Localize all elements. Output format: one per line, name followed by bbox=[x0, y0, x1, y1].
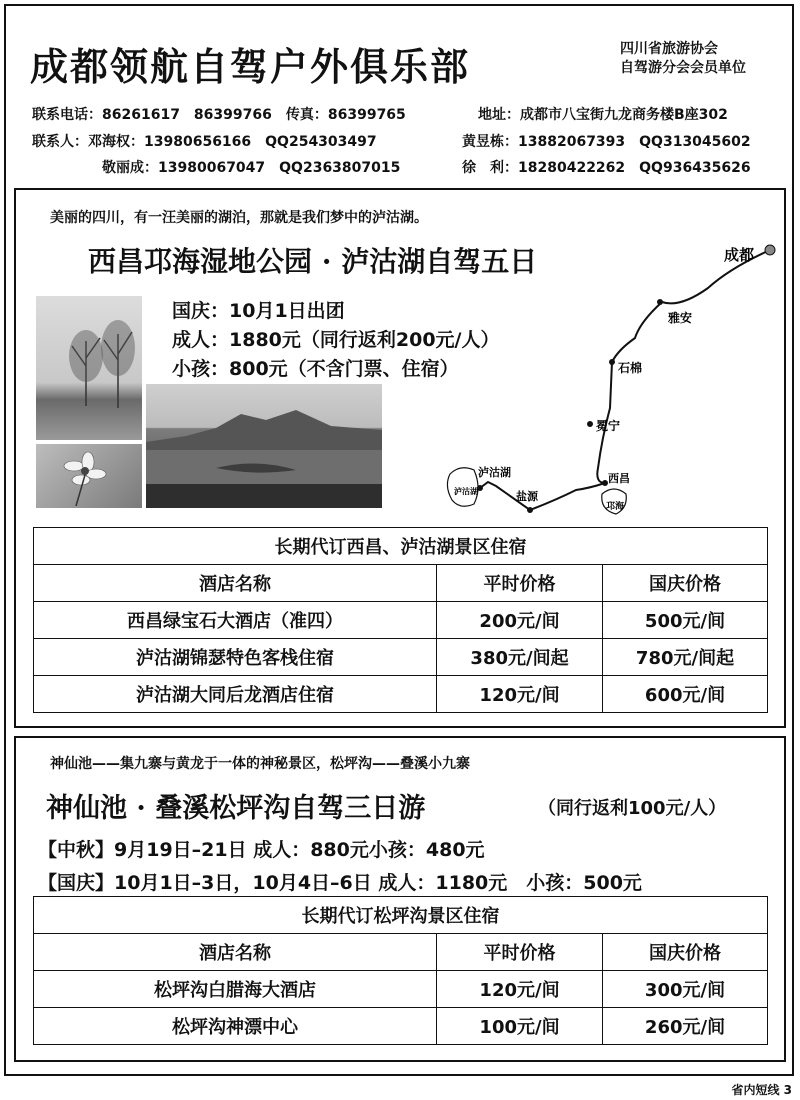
trip1-child-price: 小孩：800元（不含门票、住宿） bbox=[172, 358, 459, 380]
flower-photo bbox=[36, 444, 142, 508]
table-caption-row bbox=[34, 528, 768, 565]
holiday-price: 300元/间 bbox=[603, 971, 768, 1008]
association-line-2: 自驾游分会会员单位 bbox=[620, 60, 746, 76]
route-line bbox=[480, 250, 770, 510]
regular-price: 100元/间 bbox=[437, 1008, 603, 1045]
table-caption: 长期代订松坪沟景区住宿 bbox=[34, 897, 768, 934]
contact-person-4: 徐 利：18280422262 QQ936435626 bbox=[462, 160, 751, 176]
trip2-national-day: 【国庆】10月1日–3日，10月4日–6日 成人：1180元 小孩：500元 bbox=[38, 872, 642, 894]
table-row bbox=[34, 602, 768, 639]
table-caption-row bbox=[34, 897, 768, 934]
header-hotel: 酒店名称 bbox=[34, 565, 437, 602]
trip2-hotel-table bbox=[33, 896, 768, 1045]
trip1-date: 国庆：10月1日出团 bbox=[172, 300, 345, 322]
holiday-price: 780元/间起 bbox=[603, 639, 768, 676]
map-label-yaan: 雅安 bbox=[668, 311, 693, 325]
map-label-lake: 泸沽湖 bbox=[454, 486, 478, 496]
trip2-title: 神仙池 · 叠溪松坪沟自驾三日游 bbox=[46, 793, 426, 824]
hotel-name: 泸沽湖锦瑟特色客栈住宿 bbox=[34, 639, 437, 676]
header-holiday-price: 国庆价格 bbox=[603, 934, 768, 971]
regular-price: 120元/间 bbox=[437, 676, 603, 713]
map-label-yanyuan: 盐源 bbox=[516, 490, 538, 503]
trip1-title: 西昌邛海湿地公园 · 泸沽湖自驾五日 bbox=[88, 245, 538, 278]
table-row bbox=[34, 639, 768, 676]
map-label-luguhu: 泸沽湖 bbox=[478, 466, 511, 479]
contact-person-3: 敬丽成：13980067047 QQ2363807015 bbox=[102, 160, 401, 176]
trip1-adult-price: 成人：1880元（同行返利200元/人） bbox=[172, 329, 500, 351]
shimian-marker bbox=[609, 359, 615, 365]
trip1-tagline: 美丽的四川，有一汪美丽的湖泊，那就是我们梦中的泸沽湖。 bbox=[50, 210, 428, 226]
header-regular-price: 平时价格 bbox=[437, 565, 603, 602]
mianning-marker bbox=[587, 421, 593, 427]
trees-image bbox=[36, 296, 142, 440]
lake-image bbox=[146, 384, 382, 508]
association-line-1: 四川省旅游协会 bbox=[620, 41, 718, 57]
table-row bbox=[34, 1008, 768, 1045]
club-title: 成都领航自驾户外俱乐部 bbox=[30, 45, 471, 89]
contact-address: 地址：成都市八宝街九龙商务楼B座302 bbox=[478, 107, 728, 123]
header-holiday-price: 国庆价格 bbox=[603, 565, 768, 602]
hotel-name: 松坪沟神漂中心 bbox=[34, 1008, 437, 1045]
map-label-mianning: 冕宁 bbox=[596, 419, 621, 433]
map-label-chengdu: 成都 bbox=[724, 246, 755, 264]
regular-price: 380元/间起 bbox=[437, 639, 603, 676]
header-regular-price: 平时价格 bbox=[437, 934, 603, 971]
trees-photo bbox=[36, 296, 142, 440]
regular-price: 120元/间 bbox=[437, 971, 603, 1008]
map-label-qionghai: 邛海 bbox=[606, 502, 625, 512]
hotel-name: 西昌绿宝石大酒店（准四） bbox=[34, 602, 437, 639]
association-label bbox=[620, 40, 746, 78]
table-row bbox=[34, 971, 768, 1008]
trip2-tagline: 神仙池——集九寨与黄龙于一体的神秘景区，松坪沟——叠溪小九寨 bbox=[50, 756, 470, 772]
page-footer: 省内短线 3 bbox=[731, 1083, 792, 1097]
yaan-marker bbox=[657, 299, 663, 305]
holiday-price: 260元/间 bbox=[603, 1008, 768, 1045]
contact-person-2: 黄昱栋：13882067393 QQ313045602 bbox=[462, 134, 751, 150]
hotel-name: 泸沽湖大同后龙酒店住宿 bbox=[34, 676, 437, 713]
hotel-name: 松坪沟白腊海大酒店 bbox=[34, 971, 437, 1008]
header-hotel: 酒店名称 bbox=[34, 934, 437, 971]
route-map bbox=[430, 238, 780, 523]
flower-image bbox=[36, 444, 142, 508]
holiday-price: 500元/间 bbox=[603, 602, 768, 639]
holiday-price: 600元/间 bbox=[603, 676, 768, 713]
lake-photo bbox=[146, 384, 382, 508]
trip2-title-note: （同行返利100元/人） bbox=[538, 798, 727, 819]
table-caption: 长期代订西昌、泸沽湖景区住宿 bbox=[34, 528, 768, 565]
regular-price: 200元/间 bbox=[437, 602, 603, 639]
yanyuan-marker bbox=[527, 507, 533, 513]
chengdu-marker bbox=[765, 245, 775, 255]
table-header-row bbox=[34, 565, 768, 602]
contact-phone: 联系电话：86261617 86399766 传真：86399765 bbox=[32, 107, 406, 123]
trip1-hotel-table bbox=[33, 527, 768, 713]
map-label-shimian: 石棉 bbox=[618, 361, 643, 375]
table-row bbox=[34, 676, 768, 713]
map-label-xichang: 西昌 bbox=[608, 472, 630, 485]
table-header-row bbox=[34, 934, 768, 971]
contact-person-1: 联系人：邓海权：13980656166 QQ254303497 bbox=[32, 134, 377, 150]
trip2-midautumn: 【中秋】9月19日–21日 成人：880元小孩：480元 bbox=[38, 839, 485, 861]
